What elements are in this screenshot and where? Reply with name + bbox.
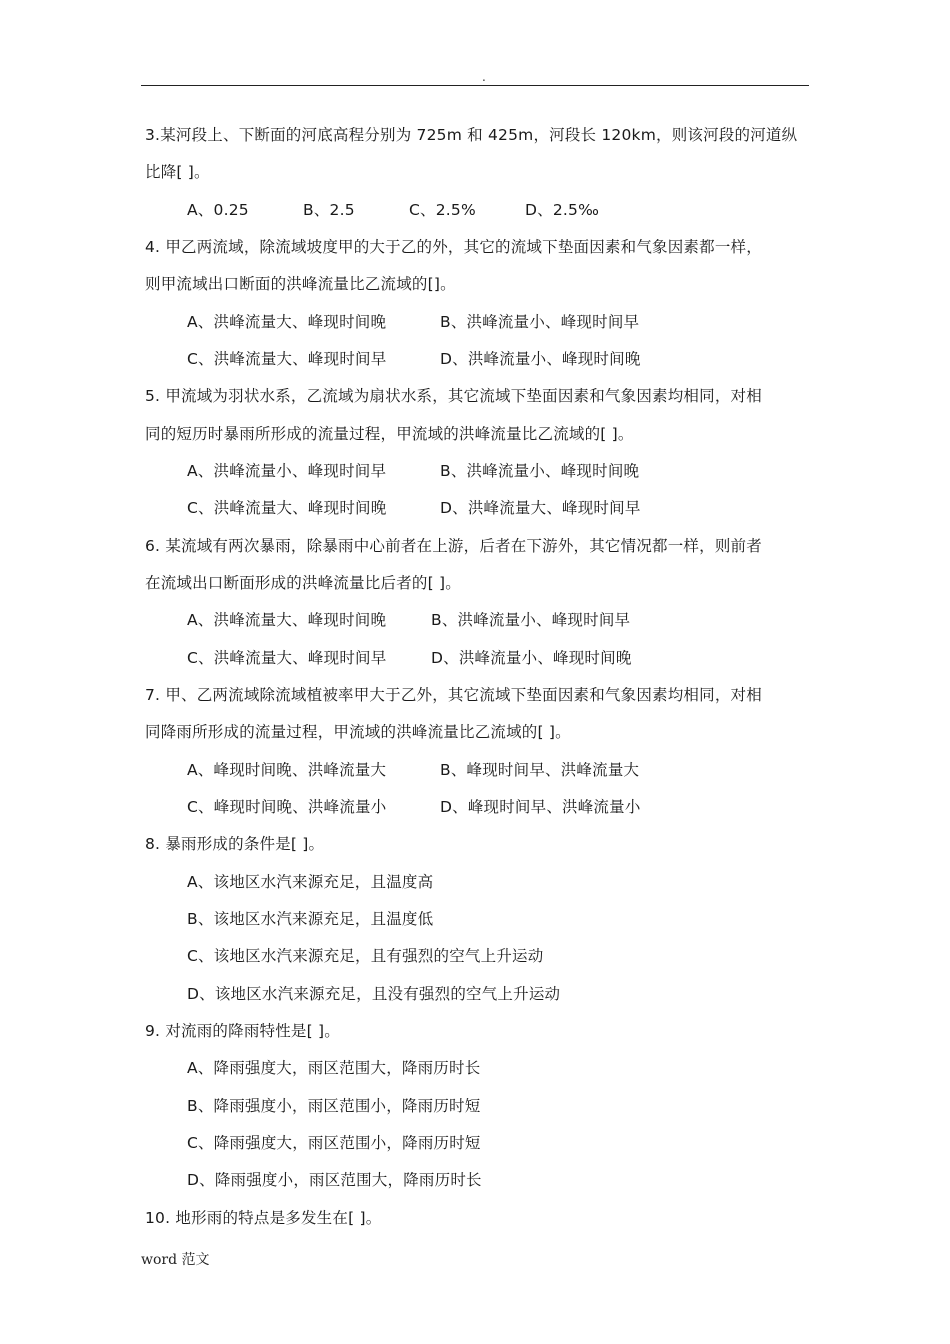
question-7-option-c: C、峰现时间晚、洪峰流量小 bbox=[187, 798, 387, 816]
question-3-option-b: B、2.5 bbox=[303, 201, 355, 219]
question-3-option-a: A、0.25 bbox=[187, 201, 249, 219]
question-8-line-1: 8. 暴雨形成的条件是[ ]。 bbox=[145, 835, 325, 853]
question-9-option-c: C、降雨强度大，雨区范围小，降雨历时短 bbox=[187, 1134, 481, 1152]
question-4-option-b: B、洪峰流量小、峰现时间早 bbox=[440, 313, 640, 331]
question-5-option-a: A、洪峰流量小、峰现时间早 bbox=[187, 462, 387, 480]
question-9-option-d: D、降雨强度小，雨区范围大，降雨历时长 bbox=[187, 1171, 482, 1189]
question-7-option-b: B、峰现时间早、洪峰流量大 bbox=[440, 761, 640, 779]
question-5-option-d: D、洪峰流量大、峰现时间早 bbox=[440, 499, 641, 517]
question-3-line-1: 3.某河段上、下断面的河底高程分别为 725m 和 425m，河段长 120km，则该河段的河道纵 bbox=[145, 126, 798, 144]
question-9-option-a: A、降雨强度大，雨区范围大，降雨历时长 bbox=[187, 1059, 481, 1077]
question-4-line-1: 4. 甲乙两流域，除流域坡度甲的大于乙的外，其它的流域下垫面因素和气象因素都一样， bbox=[145, 238, 762, 256]
footer-text: word 范文 bbox=[141, 1252, 210, 1268]
question-5-option-c: C、洪峰流量大、峰现时间晚 bbox=[187, 499, 387, 517]
question-7-line-1: 7. 甲、乙两流域除流域植被率甲大于乙外，其它流域下垫面因素和气象因素均相同，对相 bbox=[145, 686, 762, 704]
question-4-option-a: A、洪峰流量大、峰现时间晚 bbox=[187, 313, 387, 331]
header-rule bbox=[141, 85, 809, 86]
question-7-option-d: D、峰现时间早、洪峰流量小 bbox=[440, 798, 641, 816]
question-3-option-d: D、2.5‰ bbox=[525, 201, 600, 219]
question-6-option-c: C、洪峰流量大、峰现时间早 bbox=[187, 649, 387, 667]
question-5-line-1: 5. 甲流域为羽状水系，乙流域为扇状水系，其它流域下垫面因素和气象因素均相同，对相 bbox=[145, 387, 762, 405]
question-8-option-d: D、该地区水汽来源充足，且没有强烈的空气上升运动 bbox=[187, 985, 561, 1003]
question-6-line-1: 6. 某流域有两次暴雨，除暴雨中心前者在上游，后者在下游外，其它情况都一样，则前者 bbox=[145, 537, 762, 555]
question-4-line-2: 则甲流域出口断面的洪峰流量比乙流域的[]。 bbox=[145, 275, 456, 293]
question-6-option-b: B、洪峰流量小、峰现时间早 bbox=[431, 611, 631, 629]
question-8-option-c: C、该地区水汽来源充足，且有强烈的空气上升运动 bbox=[187, 947, 544, 965]
question-6-line-2: 在流域出口断面形成的洪峰流量比后者的[ ]。 bbox=[145, 574, 461, 592]
question-3-option-c: C、2.5% bbox=[409, 201, 476, 219]
question-3-line-2: 比降[ ]。 bbox=[145, 163, 210, 181]
question-8-option-a: A、该地区水汽来源充足，且温度高 bbox=[187, 873, 434, 891]
question-9-option-b: B、降雨强度小，雨区范围小，降雨历时短 bbox=[187, 1097, 481, 1115]
question-7-option-a: A、峰现时间晚、洪峰流量大 bbox=[187, 761, 387, 779]
header-mark: . bbox=[482, 70, 486, 84]
question-8-option-b: B、该地区水汽来源充足，且温度低 bbox=[187, 910, 434, 928]
question-5-option-b: B、洪峰流量小、峰现时间晚 bbox=[440, 462, 640, 480]
question-6-option-a: A、洪峰流量大、峰现时间晚 bbox=[187, 611, 387, 629]
question-10-line-1: 10. 地形雨的特点是多发生在[ ]。 bbox=[145, 1209, 382, 1227]
question-4-option-c: C、洪峰流量大、峰现时间早 bbox=[187, 350, 387, 368]
question-9-line-1: 9. 对流雨的降雨特性是[ ]。 bbox=[145, 1022, 340, 1040]
question-4-option-d: D、洪峰流量小、峰现时间晚 bbox=[440, 350, 641, 368]
question-7-line-2: 同降雨所形成的流量过程，甲流域的洪峰流量比乙流域的[ ]。 bbox=[145, 723, 571, 741]
question-6-option-d: D、洪峰流量小、峰现时间晚 bbox=[431, 649, 632, 667]
question-5-line-2: 同的短历时暴雨所形成的流量过程，甲流域的洪峰流量比乙流域的[ ]。 bbox=[145, 425, 634, 443]
